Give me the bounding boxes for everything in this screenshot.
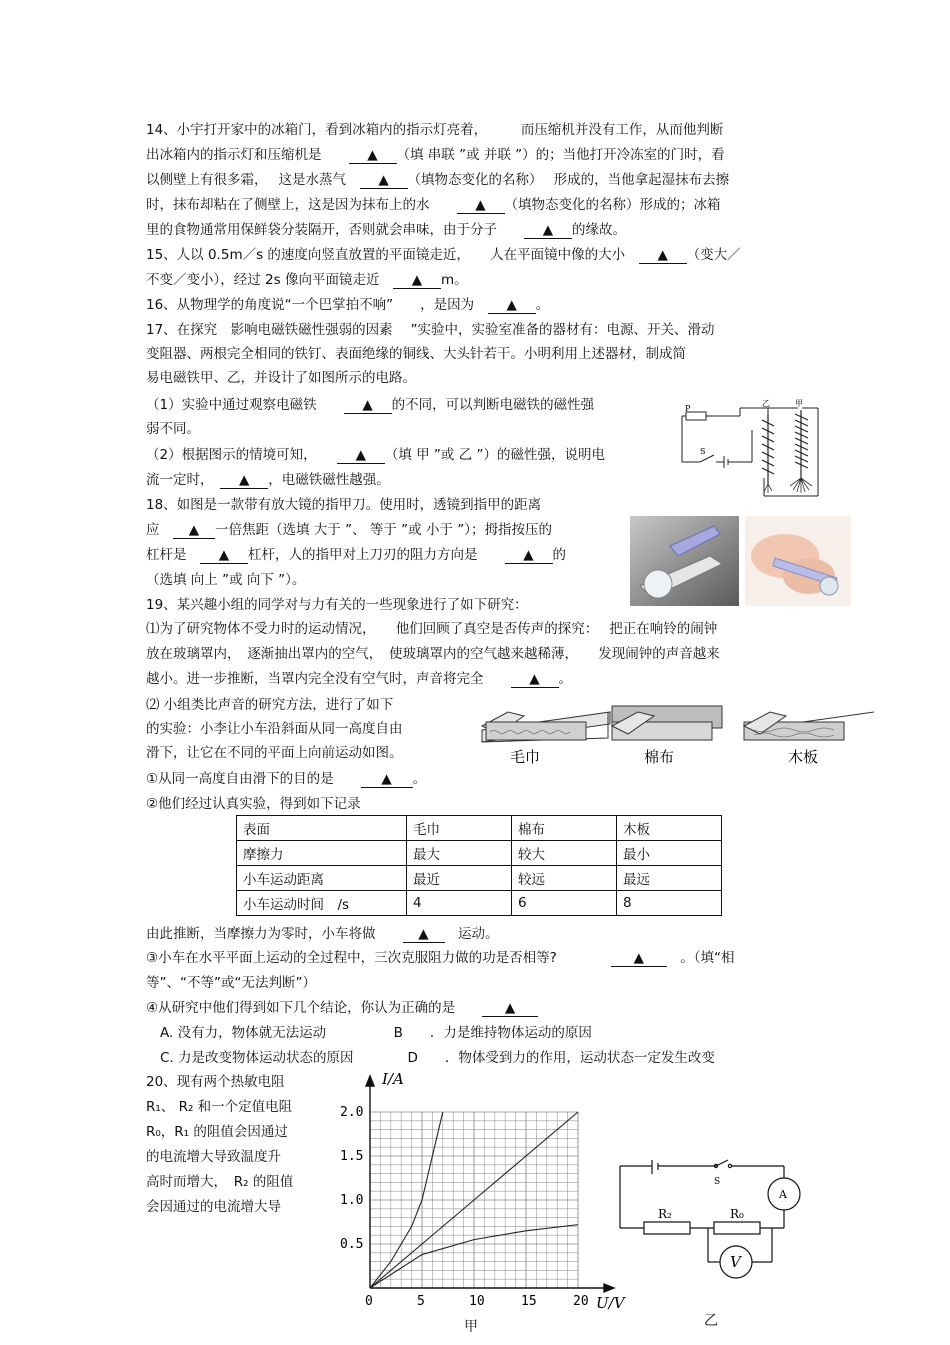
table-cell: 6 xyxy=(512,891,617,916)
q19-s2-line-3: 滑下，让它在不同的平面上向前运动如图。 xyxy=(146,745,403,761)
x-axis-label: U/V xyxy=(596,1294,625,1312)
answer-blank[interactable]: ▲ xyxy=(488,298,536,314)
q19-q3: ③小车在水平平面上运动的全过程中，三次克服阻力做的功是否相等? ▲ 。（填“相 xyxy=(146,950,735,966)
table-cell: 最近 xyxy=(407,866,512,891)
surface-label-board: 木板 xyxy=(788,748,819,766)
answer-blank[interactable]: ▲ xyxy=(200,548,248,564)
answer-blank[interactable]: ▲ xyxy=(524,223,572,239)
x-tick-label: 20 xyxy=(573,1294,589,1309)
table-cell: 最远 xyxy=(617,866,722,891)
q17-part2: （2）根据图示的情境可知， ▲ （填 甲 ”或 乙 ”）的磁性强，说明电 xyxy=(146,447,605,463)
switch-label: S xyxy=(714,1177,721,1187)
x-tick-label: 0 xyxy=(365,1294,373,1309)
x-tick-label: 15 xyxy=(521,1294,537,1309)
q14-line-4: 时，抹布却粘在了侧壁上，这是因为抹布上的水 ▲ （填物态变化的名称）形成的；冰箱 xyxy=(146,197,721,213)
q19-q2: ②他们经过认真实验，得到如下记录 xyxy=(146,796,361,812)
thermistor-circuit-figure xyxy=(612,1158,802,1288)
q14-line-5: 里的食物通常用保鲜袋分装隔开，否则就会串味，由于分子 ▲ 的缘故。 xyxy=(146,222,626,238)
y-axis-label: I/A xyxy=(382,1070,404,1088)
q17-part1: （1）实验中通过观察电磁铁 ▲ 的不同，可以判断电磁铁的磁性强 xyxy=(146,397,595,413)
q19-q3-cont: 等”、“不等”或“无法判断”） xyxy=(146,975,316,991)
answer-blank[interactable]: ▲ xyxy=(611,951,667,967)
q19-options-ab: A. 没有力，物体就无法运动 B ．力是维持物体运动的原因 xyxy=(160,1025,592,1041)
q19-inference: 由此推断，当摩擦力为零时，小车将做 ▲ 运动。 xyxy=(146,926,499,942)
slider-label: P xyxy=(685,404,691,413)
circuit-caption: 乙 xyxy=(704,1313,718,1329)
y-tick-label: 1.0 xyxy=(340,1193,364,1208)
q17-line-1: 17、在探究 影响电磁铁磁性强弱的因素 ”实验中，实验室准备的器材有：电源、开关、滑动 xyxy=(146,322,715,338)
surface-label-cotton: 棉布 xyxy=(644,748,675,766)
answer-blank[interactable]: ▲ xyxy=(511,672,559,688)
q18-line-1: 18、如图是一款带有放大镜的指甲刀。使用时，透镜到指甲的距离 xyxy=(146,497,542,513)
table-cell: 木板 xyxy=(617,816,722,841)
q19-s1-line-3: 越小。进一步推断，当罩内完全没有空气时，声音将完全 ▲ 。 xyxy=(146,671,572,687)
electromagnet-circuit-figure xyxy=(680,400,830,500)
answer-blank[interactable]: ▲ xyxy=(220,473,268,489)
q19-q4: ④从研究中他们得到如下几个结论，你认为正确的是 ▲ xyxy=(146,999,538,1017)
q20-line-1: 20、现有两个热敏电阻 xyxy=(146,1074,285,1090)
q20-line-6: 会因通过的电流增大导 xyxy=(146,1199,281,1215)
table-cell: 小车运动时间 /s xyxy=(237,891,407,916)
surface-label-towel: 毛巾 xyxy=(510,748,541,766)
switch-label: S xyxy=(700,447,706,456)
table-cell: 4 xyxy=(407,891,512,916)
q19-intro: 19、某兴趣小组的同学对与力有关的一些现象进行了如下研究： xyxy=(146,597,528,613)
table-cell: 较大 xyxy=(512,841,617,866)
q19-options-cd: C. 力是改变物体运动状态的原因 D ．物体受到力的作用，运动状态一定发生改变 xyxy=(160,1050,715,1066)
q20-line-2: R₁、 R₂ 和一个定值电阻 xyxy=(146,1099,293,1115)
q14-line-3: 以侧壁上有很多霜， 这是水蒸气 ▲ （填物态变化的名称） 形成的，当他拿起湿抹布去擦 xyxy=(146,172,730,188)
magnet-jia-label: 甲 xyxy=(795,399,803,408)
table-row xyxy=(237,866,722,891)
q18-line-3: 杠杆是 ▲ 杠杆，人的指甲对上刀刃的阻力方向是 ▲ 的 xyxy=(146,547,566,563)
answer-blank[interactable]: ▲ xyxy=(393,273,441,289)
magnet-yi-label: 乙 xyxy=(762,399,770,408)
q15-line-2: 不变／变小），经过 2s 像向平面镜走近 ▲ m。 xyxy=(146,272,468,288)
q19-s1-line-2: 放在玻璃罩内， 逐渐抽出罩内的空气， 使玻璃罩内的空气越来越稀薄， 发现闹钟的声音越来 xyxy=(146,646,720,662)
answer-blank[interactable]: ▲ xyxy=(360,173,408,189)
x-tick-label: 10 xyxy=(469,1294,485,1309)
current-voltage-graph xyxy=(330,1070,625,1315)
q17-part1-cont: 弱不同。 xyxy=(146,421,200,437)
q17-line-2: 变阻器、两根完全相同的铁钉、表面绝缘的铜线、大头针若干。小明利用上述器材，制成简 xyxy=(146,346,686,362)
q19-s2-line-2: 的实验：小李让小车沿斜面从同一高度自由 xyxy=(146,721,403,737)
q15-line-1: 15、人以 0.5m／s 的速度向竖直放置的平面镜走近， 人在平面镜中像的大小 ▲ （变大／ xyxy=(146,247,741,263)
nail-clipper-photo xyxy=(630,516,739,606)
table-cell: 8 xyxy=(617,891,722,916)
q16-line: 16、从物理学的角度说“一个巴掌拍不响” ，是因为 ▲ 。 xyxy=(146,297,550,313)
table-row xyxy=(237,816,722,841)
q20-line-4: 的电流增大导致温度升 xyxy=(146,1149,281,1165)
y-tick-label: 2.0 xyxy=(340,1105,364,1120)
table-cell: 毛巾 xyxy=(407,816,512,841)
table-cell: 较远 xyxy=(512,866,617,891)
experiment-record-table xyxy=(236,815,722,916)
q20-line-5: 高时而增大， R₂ 的阻值 xyxy=(146,1174,294,1190)
r2-label: R₂ xyxy=(658,1207,672,1221)
table-cell: 棉布 xyxy=(512,816,617,841)
answer-blank[interactable]: ▲ xyxy=(482,1001,538,1017)
table-cell: 最大 xyxy=(407,841,512,866)
y-tick-label: 0.5 xyxy=(340,1237,364,1252)
q18-line-4: （选填 向上 ”或 向下 ”）。 xyxy=(146,572,306,588)
ramp-surfaces-figure xyxy=(480,702,850,772)
x-tick-label: 5 xyxy=(417,1294,425,1309)
q20-line-3: R₀，R₁ 的阻值会因通过 xyxy=(146,1124,288,1140)
q18-line-2: 应 ▲ 一倍焦距（选填 大于 ”、 等于 ”或 小于 ”）；拇指按压的 xyxy=(146,522,552,538)
graph-caption: 甲 xyxy=(464,1319,478,1335)
answer-blank[interactable]: ▲ xyxy=(639,248,687,264)
r0-label: R₀ xyxy=(730,1207,744,1221)
answer-blank[interactable]: ▲ xyxy=(457,198,505,214)
answer-blank[interactable]: ▲ xyxy=(173,523,215,539)
q14-line-2: 出冰箱内的指示灯和压缩机是 ▲ （填 串联 ”或 并联 ”）的；当他打开冷冻室的门时，看 xyxy=(146,147,725,163)
q14-line-1: 14、小宇打开家中的冰箱门，看到冰箱内的指示灯亮着， 而压缩机并没有工作，从而他判断 xyxy=(146,122,724,138)
q19-s2-line-1: ⑵ 小组类比声音的研究方法，进行了如下 xyxy=(146,697,394,713)
table-cell: 最小 xyxy=(617,841,722,866)
q17-line-3: 易电磁铁甲、乙，并设计了如图所示的电路。 xyxy=(146,370,416,386)
answer-blank[interactable]: ▲ xyxy=(361,772,413,788)
q19-q1: ①从同一高度自由滑下的目的是 ▲ 。 xyxy=(146,771,427,787)
table-cell: 表面 xyxy=(237,816,407,841)
answer-blank[interactable]: ▲ xyxy=(337,448,385,464)
q17-part2-cont: 流一定时， ▲ ，电磁铁磁性越强。 xyxy=(146,472,390,488)
answer-blank[interactable]: ▲ xyxy=(403,927,445,943)
answer-blank[interactable]: ▲ xyxy=(505,548,553,564)
y-tick-label: 1.5 xyxy=(340,1149,364,1164)
table-row xyxy=(237,841,722,866)
answer-blank[interactable]: ▲ xyxy=(349,148,397,164)
q19-s1-line-1: ⑴为了研究物体不受力时的运动情况， 他们回顾了真空是否传声的探究： 把正在响铃的闹钟 xyxy=(146,621,718,637)
table-cell: 摩擦力 xyxy=(237,841,407,866)
answer-blank[interactable]: ▲ xyxy=(344,398,392,414)
table-row xyxy=(237,891,722,916)
table-cell: 小车运动距离 xyxy=(237,866,407,891)
ammeter-icon: A xyxy=(779,1188,787,1201)
voltmeter-icon: V xyxy=(730,1253,741,1271)
nail-clipper-in-hand-photo xyxy=(745,516,851,606)
